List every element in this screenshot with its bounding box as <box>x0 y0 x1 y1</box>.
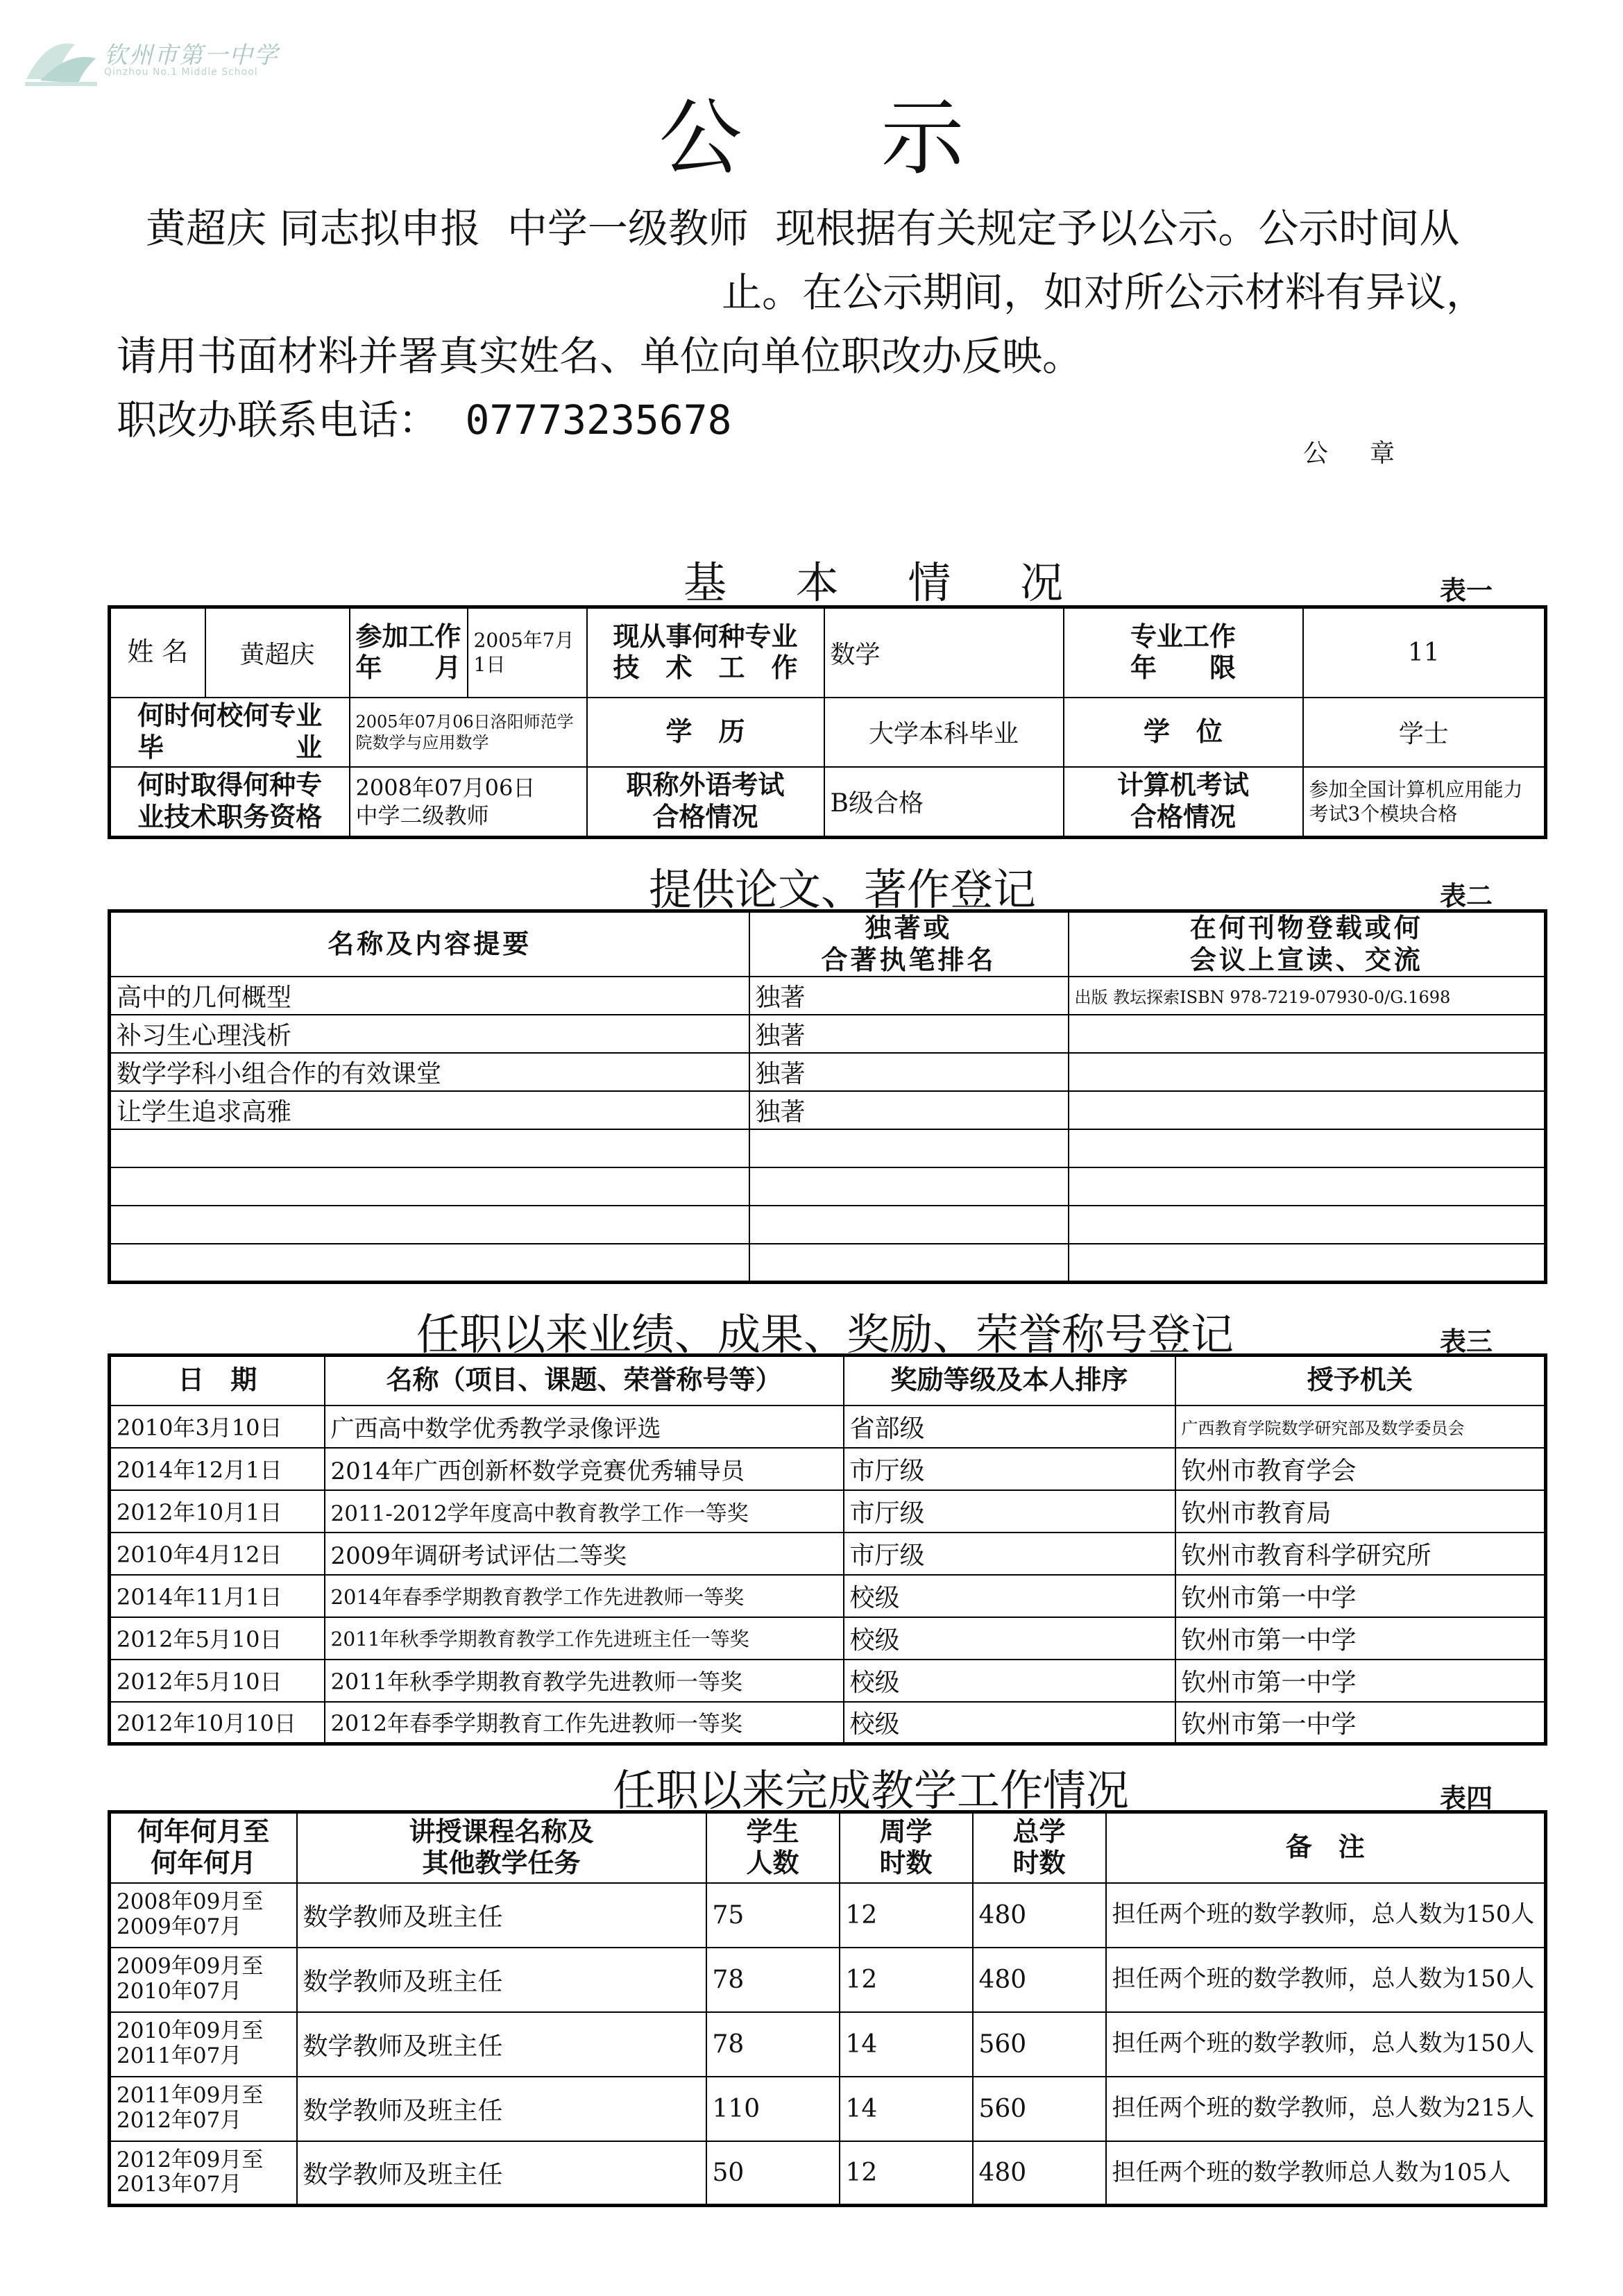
degree-label: 学 位 <box>1064 698 1303 767</box>
paper-name: 补习生心理浅析 <box>110 1015 749 1053</box>
achievement-name: 2014年广西创新杯数学竞赛优秀辅导员 <box>325 1448 844 1490</box>
teaching-students: 50 <box>706 2141 840 2206</box>
school-logo-subtitle: Qinzhou No.1 Middle School <box>104 67 258 78</box>
name-label: 姓 名 <box>110 607 205 698</box>
achievement-name: 2011年秋季学期教育教学工作先进班主任一等奖 <box>325 1617 844 1660</box>
teaching-remarks: 担任两个班的数学教师，总人数为150人 <box>1106 2012 1546 2077</box>
paper-publication <box>1069 1015 1546 1053</box>
teaching-remarks: 担任两个班的数学教师，总人数为215人 <box>1106 2077 1546 2141</box>
teaching-students: 110 <box>706 2077 840 2141</box>
achievement-issuer: 钦州市教育学会 <box>1175 1448 1546 1490</box>
teaching-period: 2010年09月至 2011年07月 <box>110 2012 297 2077</box>
education-label: 学 历 <box>587 698 824 767</box>
table-row <box>110 2012 1546 2077</box>
teaching-weekly-hours: 14 <box>840 2077 973 2141</box>
teaching-work-table <box>108 1810 1547 2207</box>
achievement-level: 校级 <box>844 1617 1175 1660</box>
achievement-date: 2012年10月10日 <box>110 1702 325 1744</box>
teaching-header-remarks: 备 注 <box>1106 1812 1546 1883</box>
paper-publication <box>1069 1206 1546 1244</box>
table2-title: 提供论文、著作登记 <box>649 864 1037 915</box>
teaching-course: 数学教师及班主任 <box>297 2077 706 2141</box>
achievement-level: 市厅级 <box>844 1448 1175 1490</box>
table-row <box>110 1533 1546 1575</box>
table-row <box>110 1883 1546 1948</box>
achievement-level: 校级 <box>844 1702 1175 1744</box>
achievement-date: 2012年10月1日 <box>110 1490 325 1533</box>
teaching-total-hours: 480 <box>973 2141 1106 2206</box>
teaching-weekly-hours: 12 <box>840 1883 973 1948</box>
phone-number: 07773235678 <box>465 396 732 444</box>
paper-publication <box>1069 1091 1546 1129</box>
paper-publication <box>1069 1244 1546 1282</box>
paper-name <box>110 1167 749 1206</box>
teaching-weekly-hours: 14 <box>840 2012 973 2077</box>
table-row <box>110 1948 1546 2012</box>
page-title: 公示 <box>658 90 1103 187</box>
paper-author <box>749 1244 1069 1282</box>
intro-text-1: 同志拟申报 <box>279 205 481 252</box>
achievement-issuer: 钦州市第一中学 <box>1175 1617 1546 1660</box>
table3-title: 任职以来业绩、成果、奖励、荣誉称号登记 <box>416 1309 1234 1360</box>
school-logo-icon <box>19 24 103 93</box>
table-row <box>110 1490 1546 1533</box>
teaching-students: 75 <box>706 1883 840 1948</box>
teaching-course: 数学教师及班主任 <box>297 2012 706 2077</box>
teaching-header-period: 何年何月至 何年何月 <box>110 1812 297 1883</box>
teaching-remarks: 担任两个班的数学教师，总人数为150人 <box>1106 1948 1546 2012</box>
achievement-level: 市厅级 <box>844 1490 1175 1533</box>
intro-line-3: 请用书面材料并署真实姓名、单位向单位职改办反映。 <box>117 332 1083 380</box>
paper-publication: 出版 教坛探索ISBN 978-7219-07930-0/G.1698 <box>1069 977 1546 1015</box>
paper-name: 让学生追求高雅 <box>110 1091 749 1129</box>
achievements-table <box>108 1353 1547 1746</box>
achievements-header-date: 日 期 <box>110 1356 325 1406</box>
teaching-course: 数学教师及班主任 <box>297 2141 706 2206</box>
table-row <box>110 2141 1546 2206</box>
paper-name <box>110 1244 749 1282</box>
teaching-remarks: 担任两个班的数学教师，总人数为150人 <box>1106 1883 1546 1948</box>
table-row <box>110 1617 1546 1660</box>
work-start-label: 参加工作 年 月 <box>350 607 468 698</box>
paper-author: 独著 <box>749 977 1069 1015</box>
teaching-remarks: 担任两个班的数学教师总人数为105人 <box>1106 2141 1546 2206</box>
table-row <box>110 1053 1546 1091</box>
table2-number: 表二 <box>1440 881 1493 911</box>
achievement-date: 2010年3月10日 <box>110 1406 325 1448</box>
teaching-weekly-hours: 12 <box>840 2141 973 2206</box>
achievement-date: 2014年11月1日 <box>110 1575 325 1617</box>
intro-text-2: 现根据有关规定予以公示。公示时间从 <box>775 205 1460 252</box>
achievement-level: 省部级 <box>844 1406 1175 1448</box>
table4-title: 任职以来完成教学工作情况 <box>613 1765 1130 1816</box>
work-start-value: 2005年7月1日 <box>468 607 587 698</box>
table-row <box>110 977 1546 1015</box>
table-row <box>110 1448 1546 1490</box>
achievement-date: 2014年12月1日 <box>110 1448 325 1490</box>
language-exam-label: 职称外语考试 合格情况 <box>587 767 824 838</box>
table-row <box>110 1091 1546 1129</box>
work-years-value: 11 <box>1303 607 1546 698</box>
work-years-label: 专业工作 年 限 <box>1064 607 1303 698</box>
degree-value: 学士 <box>1303 698 1546 767</box>
achievement-name: 2011-2012学年度高中教育教学工作一等奖 <box>325 1490 844 1533</box>
teaching-period: 2011年09月至 2012年07月 <box>110 2077 297 2141</box>
table-row <box>110 1015 1546 1053</box>
achievement-name: 2014年春季学期教育教学工作先进教师一等奖 <box>325 1575 844 1617</box>
paper-name: 高中的几何概型 <box>110 977 749 1015</box>
achievement-issuer: 钦州市教育科学研究所 <box>1175 1533 1546 1575</box>
achievement-name: 广西高中数学优秀教学录像评选 <box>325 1406 844 1448</box>
paper-author: 独著 <box>749 1091 1069 1129</box>
achievement-issuer: 钦州市第一中学 <box>1175 1702 1546 1744</box>
achievements-header-issuer: 授予机关 <box>1175 1356 1546 1406</box>
paper-author <box>749 1129 1069 1167</box>
education-value: 大学本科毕业 <box>824 698 1064 767</box>
contact-phone-line <box>117 396 732 444</box>
achievement-name: 2012年春季学期教育工作先进教师一等奖 <box>325 1702 844 1744</box>
paper-publication <box>1069 1053 1546 1091</box>
achievement-level: 校级 <box>844 1575 1175 1617</box>
table1-number: 表一 <box>1440 575 1493 606</box>
teaching-course: 数学教师及班主任 <box>297 1883 706 1948</box>
achievement-issuer: 钦州市第一中学 <box>1175 1660 1546 1702</box>
table-row <box>110 2077 1546 2141</box>
official-seal-label: 公章 <box>1303 439 1437 468</box>
intro-line-1 <box>146 205 1460 252</box>
school-logo-text: 钦州市第一中学 <box>104 42 279 69</box>
papers-table <box>108 909 1547 1284</box>
achievement-date: 2012年5月10日 <box>110 1617 325 1660</box>
teaching-header-weekly-hours: 周学 时数 <box>840 1812 973 1883</box>
teaching-students: 78 <box>706 2012 840 2077</box>
teaching-header-total-hours: 总学 时数 <box>973 1812 1106 1883</box>
current-major-label: 现从事何种专业 技 术 工 作 <box>587 607 824 698</box>
teaching-students: 78 <box>706 1948 840 2012</box>
paper-author <box>749 1167 1069 1206</box>
table-row <box>110 1206 1546 1244</box>
table-row <box>110 1575 1546 1617</box>
achievement-issuer: 钦州市第一中学 <box>1175 1575 1546 1617</box>
teaching-total-hours: 480 <box>973 1883 1106 1948</box>
achievement-date: 2012年5月10日 <box>110 1660 325 1702</box>
papers-header-publication: 在何刊物登载或何 会议上宣读、交流 <box>1069 911 1546 977</box>
achievement-level: 市厅级 <box>844 1533 1175 1575</box>
paper-publication <box>1069 1129 1546 1167</box>
paper-name <box>110 1129 749 1167</box>
phone-label: 职改办联系电话： <box>117 396 439 444</box>
computer-exam-value: 参加全国计算机应用能力考试3个模块合格 <box>1303 767 1546 838</box>
table4-number: 表四 <box>1440 1783 1493 1814</box>
achievements-header-name: 名称（项目、课题、荣誉称号等） <box>325 1356 844 1406</box>
computer-exam-label: 计算机考试 合格情况 <box>1064 767 1303 838</box>
current-major-value: 数学 <box>824 607 1064 698</box>
teaching-weekly-hours: 12 <box>840 1948 973 2012</box>
teaching-header-course: 讲授课程名称及 其他教学任务 <box>297 1812 706 1883</box>
teaching-period: 2009年09月至 2010年07月 <box>110 1948 297 2012</box>
achievement-issuer: 钦州市教育局 <box>1175 1490 1546 1533</box>
table-row <box>110 1660 1546 1702</box>
table-row <box>110 1167 1546 1206</box>
achievement-name: 2011年秋季学期教育教学先进教师一等奖 <box>325 1660 844 1702</box>
achievements-header-level: 奖励等级及本人排序 <box>844 1356 1175 1406</box>
paper-author <box>749 1206 1069 1244</box>
teaching-period: 2012年09月至 2013年07月 <box>110 2141 297 2206</box>
table-row <box>110 1702 1546 1744</box>
table-row <box>110 1129 1546 1167</box>
language-exam-value: B级合格 <box>824 767 1064 838</box>
paper-author: 独著 <box>749 1015 1069 1053</box>
achievement-name: 2009年调研考试评估二等奖 <box>325 1533 844 1575</box>
teaching-course: 数学教师及班主任 <box>297 1948 706 2012</box>
paper-author: 独著 <box>749 1053 1069 1091</box>
paper-publication <box>1069 1167 1546 1206</box>
qualification-value: 2008年07月06日 中学二级教师 <box>350 767 587 838</box>
papers-header-name: 名称及内容提要 <box>110 911 749 977</box>
teaching-header-students: 学生 人数 <box>706 1812 840 1883</box>
intro-line-2: 止。在公示期间，如对所公示材料有异议， <box>722 269 1487 316</box>
teaching-total-hours: 480 <box>973 1948 1106 2012</box>
basic-info-table <box>108 605 1547 839</box>
paper-name <box>110 1206 749 1244</box>
table-row <box>110 1244 1546 1282</box>
applicant-name: 黄超庆 <box>146 205 267 252</box>
teaching-total-hours: 560 <box>973 2012 1106 2077</box>
achievement-level: 校级 <box>844 1660 1175 1702</box>
name-value: 黄超庆 <box>205 607 350 698</box>
table-row <box>110 1406 1546 1448</box>
achievement-date: 2010年4月12日 <box>110 1533 325 1575</box>
graduation-value: 2005年07月06日洛阳师范学院数学与应用数学 <box>350 698 587 767</box>
applied-title: 中学一级教师 <box>507 205 749 252</box>
table3-number: 表三 <box>1440 1326 1493 1357</box>
papers-header-author: 独著或 合著执笔排名 <box>749 911 1069 977</box>
graduation-label: 何时何校何专业 毕 业 <box>110 698 350 767</box>
teaching-total-hours: 560 <box>973 2077 1106 2141</box>
qualification-label: 何时取得何种专 业技术职务资格 <box>110 767 350 838</box>
table1-title: 基 本 情 况 <box>683 557 1091 608</box>
paper-name: 数学学科小组合作的有效课堂 <box>110 1053 749 1091</box>
achievement-issuer: 广西教育学院数学研究部及数学委员会 <box>1175 1406 1546 1448</box>
teaching-period: 2008年09月至 2009年07月 <box>110 1883 297 1948</box>
